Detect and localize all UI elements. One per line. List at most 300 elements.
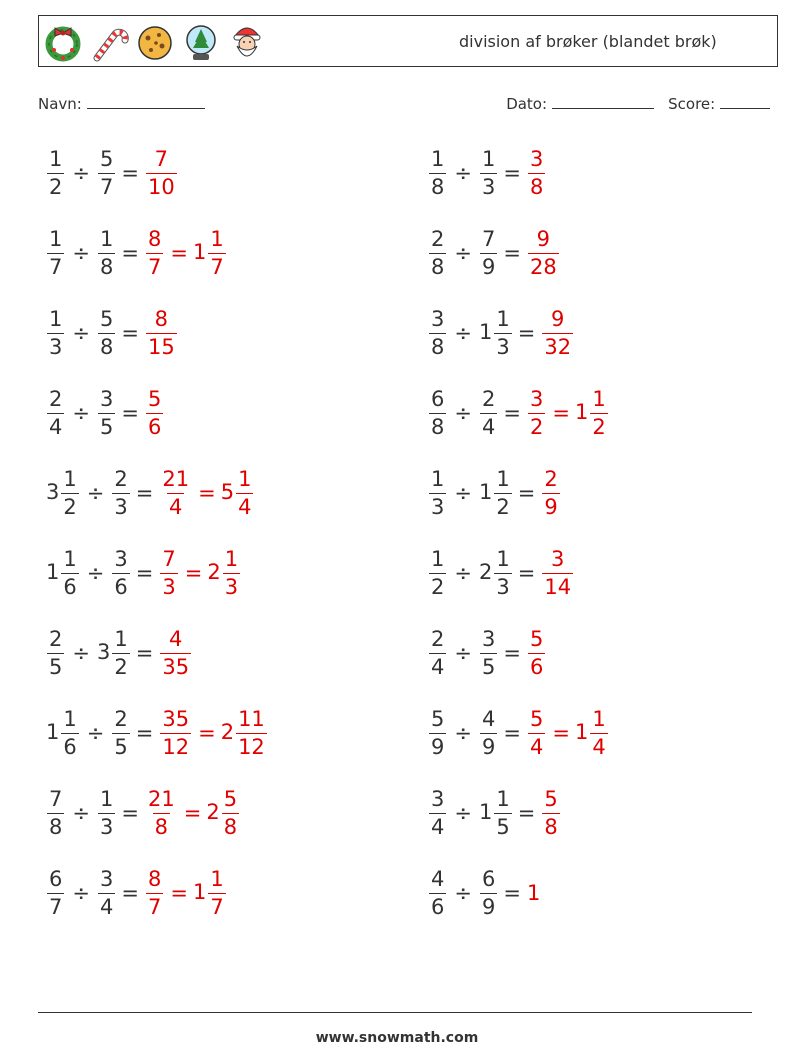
fraction [480,866,497,919]
answer-value [192,866,227,919]
numerator: 3 [114,546,128,571]
operand-value [428,706,447,759]
fraction [494,786,511,839]
fraction [429,466,446,519]
operand-value [97,306,116,359]
denominator: 2 [496,494,510,519]
problem-item [428,380,609,446]
numerator: 3 [431,786,445,811]
equals-sign: = [503,161,521,185]
numerator: 1 [210,226,224,251]
fraction [160,546,177,599]
fraction [542,466,559,519]
denominator: 4 [49,414,63,439]
operand-value [46,386,65,439]
operand-value [428,626,447,679]
fraction [208,226,225,279]
divide-sign: ÷ [72,801,90,825]
denominator: 7 [147,254,162,279]
fraction [494,306,511,359]
denominator: 3 [496,334,510,359]
numerator: 1 [496,306,510,331]
denominator: 7 [99,174,114,199]
equals-sign: = [503,881,521,905]
whole-number: 1 [478,480,493,504]
denominator: 6 [431,894,445,919]
operand-value [46,466,80,519]
numerator: 2 [49,386,63,411]
denominator: 8 [154,814,169,839]
operand-value [97,786,116,839]
snow-globe-icon [181,20,221,64]
denominator: 28 [529,254,557,279]
whole-number: 2 [478,560,493,584]
footer-divider [38,1012,752,1013]
fraction [98,386,115,439]
name-line [38,94,205,113]
numerator: 1 [99,226,114,251]
denominator: 32 [544,334,572,359]
operand-value [46,706,80,759]
fraction [61,546,78,599]
operand-value [97,146,116,199]
candy-cane-icon [89,20,129,64]
denominator: 3 [99,814,114,839]
whole-number: 1 [478,320,493,344]
fraction [160,626,191,679]
fraction [146,306,177,359]
numerator: 1 [49,306,63,331]
equals-sign: = [198,721,216,745]
numerator: 7 [154,146,169,171]
denominator: 3 [49,334,63,359]
fraction [160,466,191,519]
denominator: 2 [529,414,544,439]
answer-value [145,386,164,439]
divide-sign: ÷ [86,721,105,745]
fraction [98,786,115,839]
numerator: 5 [99,146,114,171]
problem-item [46,140,178,206]
denominator: 7 [147,894,162,919]
answer-value [541,306,574,359]
fraction [429,386,446,439]
fraction [146,226,163,279]
numerator: 1 [114,626,128,651]
operand-value [428,786,447,839]
divide-sign: ÷ [454,481,472,505]
denominator: 12 [238,734,265,759]
numerator: 4 [431,866,445,891]
fraction [112,546,129,599]
santa-icon [227,20,267,64]
numerator: 3 [551,546,565,571]
equals-sign: = [121,801,139,825]
whole-number: 1 [478,800,493,824]
equals-sign: = [552,721,570,745]
denominator: 8 [99,334,114,359]
fraction [429,706,446,759]
denominator: 8 [431,334,445,359]
fraction [429,546,446,599]
divide-sign: ÷ [454,801,472,825]
denominator: 6 [114,574,128,599]
answer-value [541,786,560,839]
equals-sign: = [135,721,154,745]
numerator: 35 [162,706,190,731]
operand-value [428,306,447,359]
denominator: 2 [63,494,77,519]
denominator: 2 [592,414,606,439]
denominator: 6 [63,574,77,599]
numerator: 1 [496,466,510,491]
fraction [429,786,446,839]
denominator: 4 [481,414,496,439]
numerator: 11 [238,706,265,731]
denominator: 12 [162,734,190,759]
fraction [480,226,497,279]
equals-sign: = [183,801,202,825]
operand-value [97,226,116,279]
answer-value [527,706,546,759]
numerator: 3 [431,306,445,331]
fraction [47,866,64,919]
equals-sign: = [184,561,203,585]
denominator: 4 [238,494,252,519]
answer-value [527,226,560,279]
problem-item [46,860,227,926]
denominator: 4 [529,734,544,759]
numerator: 5 [544,786,558,811]
numerator: 6 [431,386,445,411]
numerator: 21 [162,466,190,491]
problem-item [428,860,541,926]
fraction [429,226,446,279]
divide-sign: ÷ [454,561,472,585]
whole-number: 1 [46,560,60,584]
equals-sign: = [121,161,139,185]
cookie-icon [135,20,175,64]
numerator: 1 [592,386,606,411]
numerator: 7 [481,226,496,251]
denominator: 9 [481,894,496,919]
operand-value [46,626,65,679]
equals-sign: = [552,401,570,425]
equals-sign: = [135,641,154,665]
numerator: 4 [169,626,183,651]
equals-sign: = [135,481,154,505]
answer-value [220,706,268,759]
problem-item [428,700,609,766]
problem-item [46,380,164,446]
denominator: 14 [544,574,572,599]
equals-sign: = [170,241,188,265]
whole-number: 1 [192,240,207,264]
fraction [494,546,511,599]
fraction [429,306,446,359]
operand-value [478,306,513,359]
fraction [528,226,559,279]
divide-sign: ÷ [72,321,90,345]
problem-item [428,780,561,846]
fraction [480,146,497,199]
denominator: 9 [481,254,496,279]
divide-sign: ÷ [86,481,105,505]
divide-sign: ÷ [454,721,472,745]
problem-item [46,300,178,366]
operand-value [46,146,65,199]
problem-item [428,300,574,366]
denominator: 4 [431,814,445,839]
divide-sign: ÷ [454,401,472,425]
operand-value [478,466,513,519]
whole-number: 1 [46,720,60,744]
answer-value [541,546,574,599]
date-label: Dato: [506,95,548,113]
fraction [494,466,511,519]
score-label: Score: [668,95,716,113]
operand-value [428,226,447,279]
fraction [146,866,163,919]
denominator: 4 [169,494,183,519]
fraction [146,146,177,199]
operand-value [111,706,130,759]
denominator: 2 [114,654,128,679]
fraction [222,786,239,839]
numerator: 5 [99,306,114,331]
denominator: 3 [481,174,496,199]
operand-value [428,466,447,519]
numerator: 5 [529,626,544,651]
whole-number: 1 [526,881,541,905]
fraction [98,866,115,919]
numerator: 2 [431,226,445,251]
equals-sign: = [121,321,139,345]
divide-sign: ÷ [454,641,472,665]
divide-sign: ÷ [454,161,472,185]
problem-item [46,700,268,766]
whole-number: 3 [46,480,60,504]
operand-value [478,786,513,839]
problem-item [46,460,254,526]
numerator: 21 [147,786,175,811]
denominator: 6 [529,654,544,679]
fraction [98,306,115,359]
name-field[interactable] [87,94,205,109]
fraction [236,706,267,759]
answer-value [145,786,178,839]
answer-value [145,226,164,279]
operand-value [97,386,116,439]
date-field[interactable] [552,94,654,109]
fraction [61,466,78,519]
answer-value [192,226,227,279]
numerator: 7 [162,546,176,571]
denominator: 5 [99,414,114,439]
equals-sign: = [517,321,536,345]
score-field[interactable] [720,94,770,109]
operand-value [111,546,130,599]
denominator: 3 [162,574,176,599]
numerator: 2 [481,386,496,411]
operand-value [97,866,116,919]
numerator: 2 [114,466,128,491]
fraction [98,226,115,279]
fraction [480,706,497,759]
fraction [61,706,78,759]
numerator: 1 [496,786,510,811]
fraction [590,706,607,759]
numerator: 4 [481,706,496,731]
numerator: 6 [49,866,63,891]
denominator: 8 [431,414,445,439]
numerator: 5 [431,706,445,731]
answer-value [574,386,609,439]
icon-strip [43,20,267,64]
fraction [47,386,64,439]
whole-number: 5 [220,480,235,504]
denominator: 7 [210,894,224,919]
operand-value [479,386,498,439]
divide-sign: ÷ [86,561,105,585]
denominator: 5 [114,734,128,759]
answer-value [159,706,192,759]
equals-sign: = [503,721,521,745]
equals-sign: = [121,241,139,265]
numerator: 1 [63,706,77,731]
denominator: 8 [529,174,544,199]
numerator: 9 [536,226,551,251]
numerator: 3 [481,626,496,651]
answer-value [541,466,560,519]
equals-sign: = [170,881,188,905]
fraction [480,386,497,439]
problem-item [46,540,241,606]
fraction [528,146,545,199]
equals-sign: = [135,561,154,585]
date-score-line [506,94,770,113]
numerator: 3 [99,386,114,411]
operand-value [479,226,498,279]
numerator: 3 [529,386,544,411]
numerator: 7 [49,786,63,811]
name-label: Navn: [38,95,82,113]
answer-value [220,466,255,519]
fraction [429,866,446,919]
fraction [528,626,545,679]
numerator: 1 [63,466,77,491]
equals-sign: = [517,481,536,505]
denominator: 2 [49,174,63,199]
denominator: 7 [49,894,63,919]
divide-sign: ÷ [72,641,90,665]
numerator: 1 [431,466,445,491]
numerator: 1 [431,546,445,571]
header-box [38,15,778,67]
operand-value [478,546,513,599]
denominator: 3 [431,494,445,519]
numerator: 1 [224,546,239,571]
problem-item [428,460,561,526]
denominator: 7 [49,254,63,279]
whole-number: 1 [192,880,207,904]
answer-value [527,626,546,679]
denominator: 5 [49,654,63,679]
operand-value [96,626,131,679]
problem-item [428,220,560,286]
denominator: 8 [49,814,63,839]
operand-value [428,146,447,199]
whole-number: 2 [220,720,235,744]
numerator: 1 [63,546,77,571]
denominator: 8 [431,174,445,199]
divide-sign: ÷ [454,241,472,265]
denominator: 6 [147,414,162,439]
numerator: 1 [496,546,510,571]
fraction [223,546,240,599]
wreath-icon [43,20,83,64]
problem-item [428,540,574,606]
numerator: 1 [238,466,252,491]
whole-number: 1 [574,720,589,744]
denominator: 3 [496,574,510,599]
operand-value [111,466,130,519]
numerator: 1 [481,146,496,171]
operand-value [46,786,65,839]
whole-number: 2 [207,560,221,584]
numerator: 8 [147,866,162,891]
operand-value [479,706,498,759]
numerator: 2 [49,626,63,651]
denominator: 9 [481,734,496,759]
denominator: 9 [544,494,558,519]
divide-sign: ÷ [72,401,90,425]
fraction [590,386,607,439]
answer-value [145,866,164,919]
numerator: 2 [544,466,558,491]
fraction [542,306,573,359]
answer-value [206,786,240,839]
denominator: 4 [592,734,606,759]
fraction [112,706,129,759]
numerator: 8 [147,226,162,251]
denominator: 4 [99,894,114,919]
operand-value [479,866,498,919]
equals-sign: = [503,641,521,665]
operand-value [479,626,498,679]
denominator: 9 [431,734,445,759]
equals-sign: = [121,401,139,425]
numerator: 1 [99,786,114,811]
operand-value [46,226,65,279]
numerator: 3 [529,146,544,171]
numerator: 9 [551,306,565,331]
problem-item [428,140,546,206]
denominator: 8 [544,814,558,839]
fraction [47,786,64,839]
answer-value [574,706,609,759]
numerator: 2 [431,626,445,651]
numerator: 1 [592,706,606,731]
fraction [528,386,545,439]
fraction [160,706,191,759]
denominator: 10 [147,174,175,199]
fraction [528,706,545,759]
divide-sign: ÷ [72,881,90,905]
fraction [542,786,559,839]
fraction [47,146,64,199]
divide-sign: ÷ [454,321,472,345]
